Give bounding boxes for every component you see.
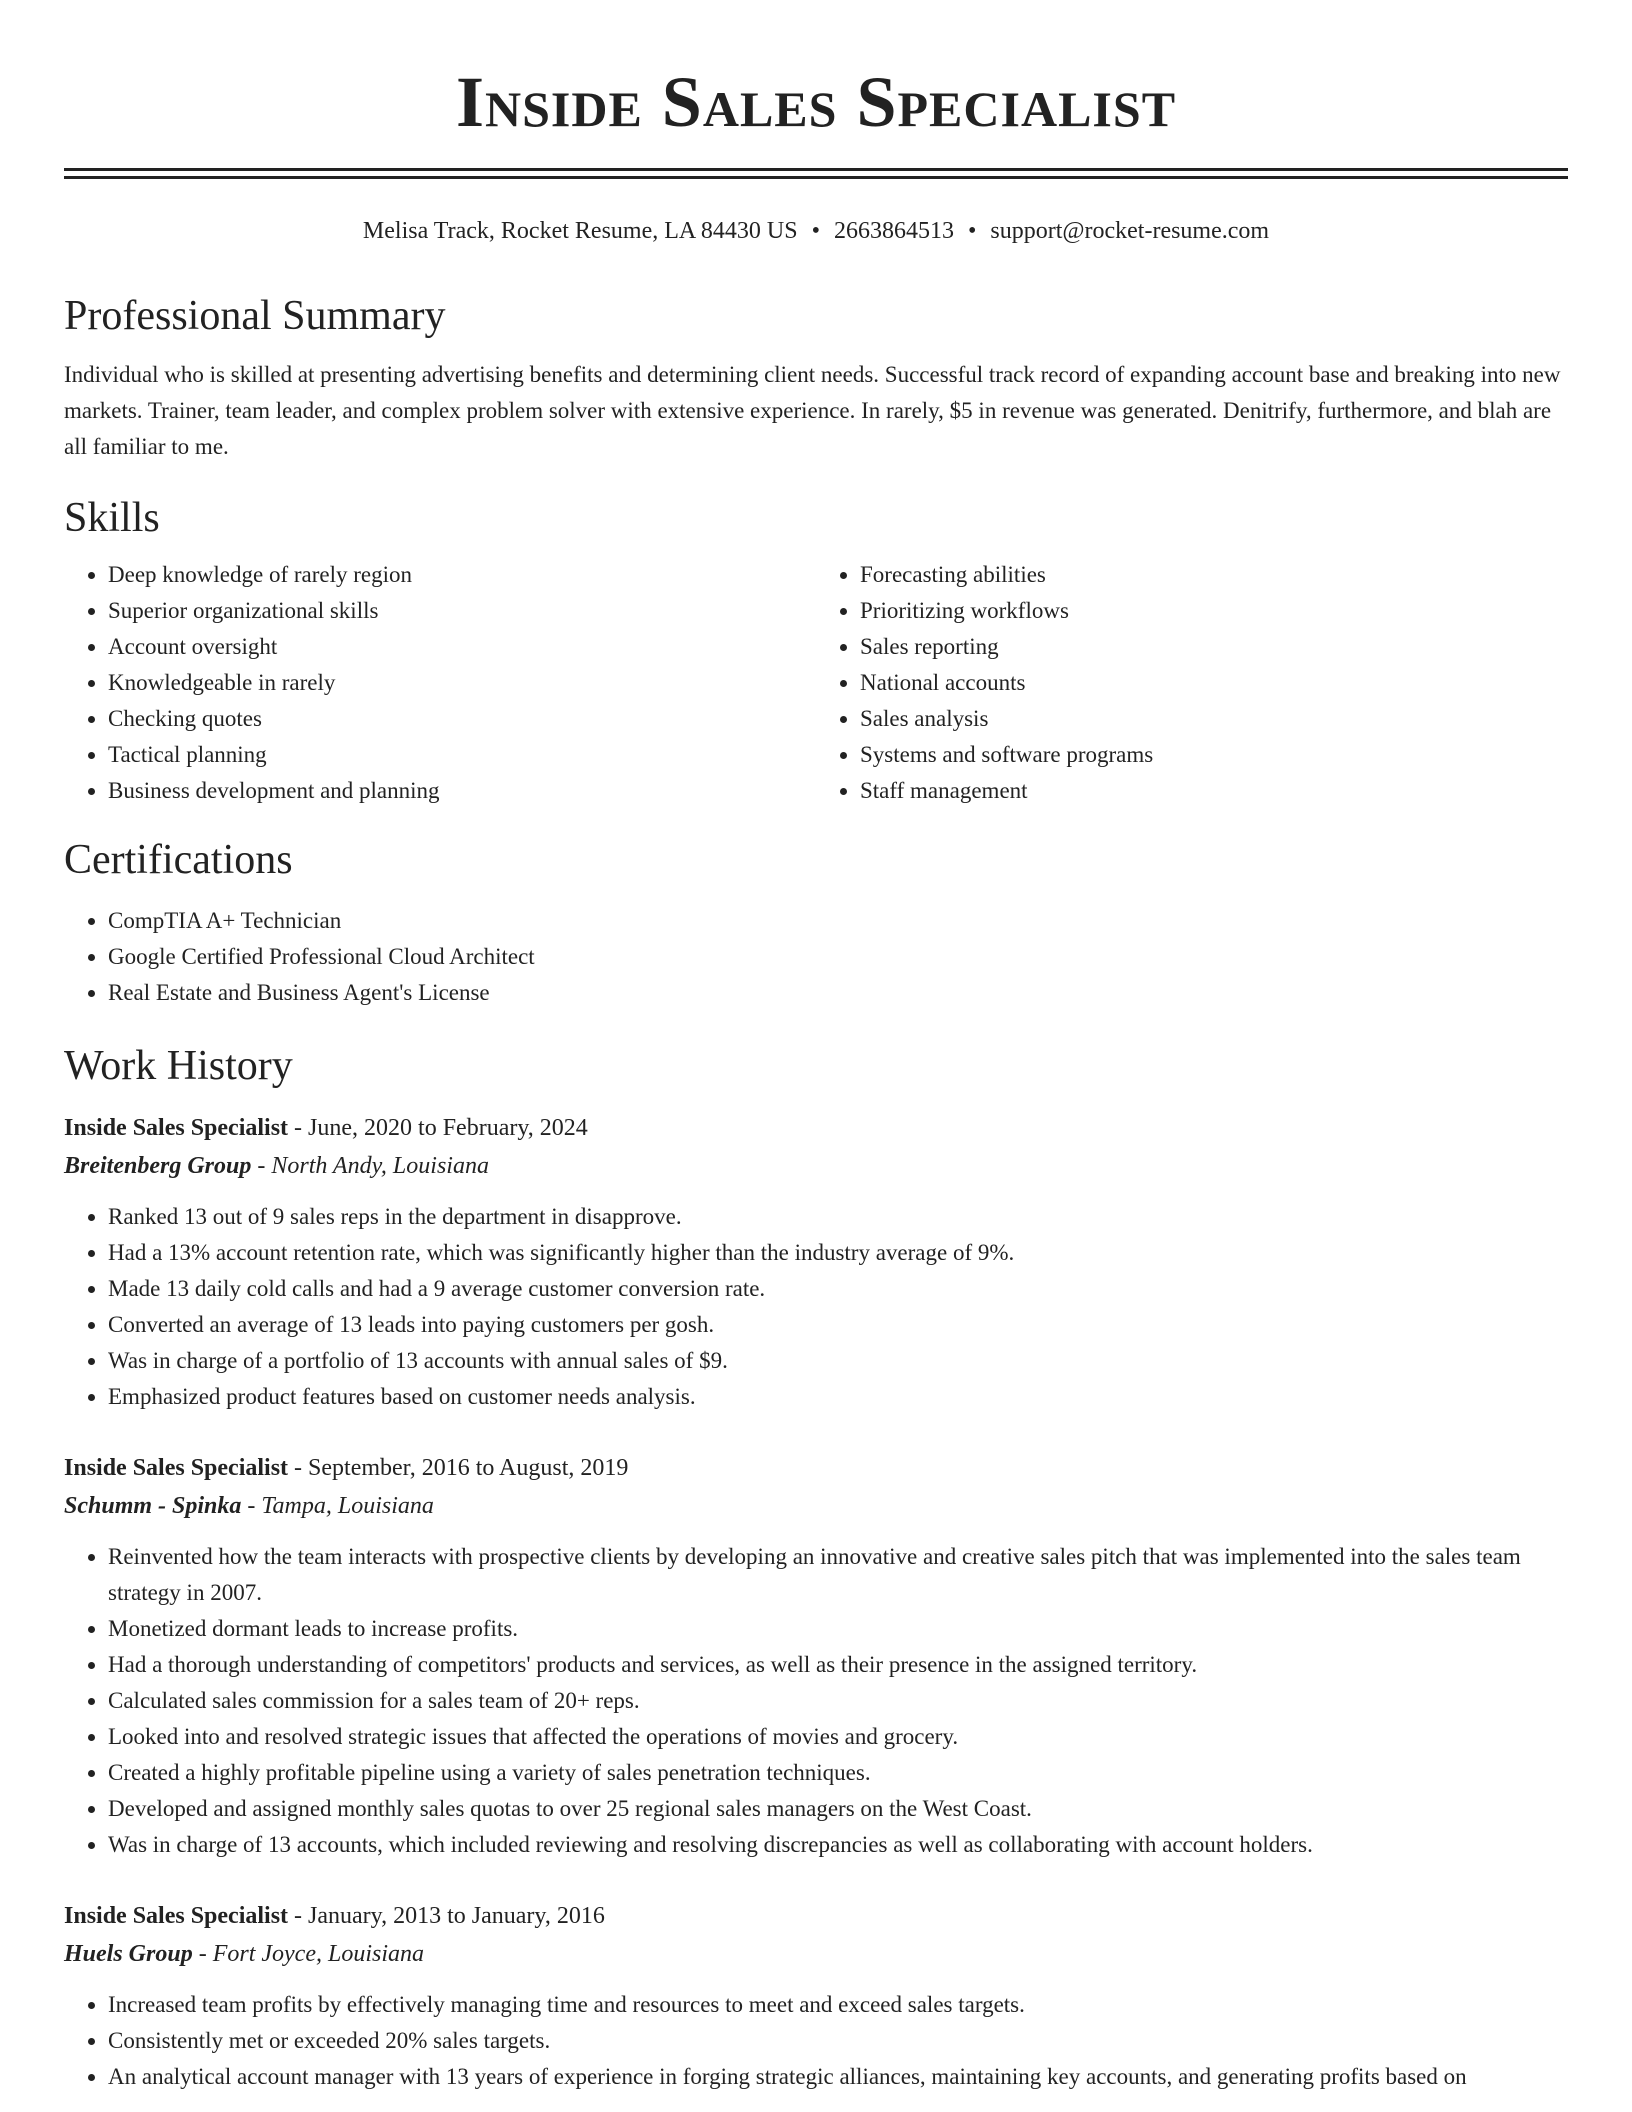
job-bullet: • Made 13 daily cold calls and had a 9 average customer conversion rate. [108, 1271, 1568, 1307]
job-title-line [64, 1109, 1568, 1147]
job-dates: - January, 2013 to January, 2016 [288, 1903, 605, 1929]
skill-item: • Sales analysis [860, 701, 1568, 737]
job-bullet: • Ranked 13 out of 9 sales reps in the department in disapprove. [108, 1199, 1568, 1235]
job-bullet: • Consistently met or exceeded 20% sales targets. [108, 2023, 1568, 2059]
job-location: - North Andy, Louisiana [251, 1153, 489, 1179]
contact-line [64, 215, 1568, 247]
job-title: Inside Sales Specialist [64, 1455, 289, 1481]
certifications-heading: Certifications [64, 837, 293, 883]
job-bullets [64, 1539, 1568, 1863]
job-bullet: • Emphasized product features based on customer needs analysis. [108, 1379, 1568, 1415]
job-title: Inside Sales Specialist [64, 1115, 289, 1141]
skill-item: • Deep knowledge of rarely region [108, 557, 816, 593]
summary-heading: Professional Summary [64, 293, 446, 339]
contact-email: support@rocket-resume.com [990, 218, 1270, 244]
job-bullets [64, 1199, 1568, 1415]
job-bullet: • Had a 13% account retention rate, which was significantly higher than the industry average of 9%. [108, 1235, 1568, 1271]
skills-list-right [816, 557, 1568, 809]
job-bullet: • Was in charge of 13 accounts, which included reviewing and resolving discrepancies as well as collaborating with account holders. [108, 1827, 1568, 1863]
job-company: Breitenberg Group [64, 1153, 252, 1179]
job-bullet: • Calculated sales commission for a sales team of 20+ reps. [108, 1683, 1568, 1719]
job-company: Huels Group [64, 1941, 193, 1967]
job-location: - Fort Joyce, Louisiana [192, 1941, 424, 1967]
skill-item: • Prioritizing workflows [860, 593, 1568, 629]
job-bullet: • Reinvented how the team interacts with prospective clients by developing an innovative and creative sales pitch that was implemented into the sales team strategy in 2007. [108, 1539, 1568, 1611]
job-bullet: • An analytical account manager with 13 years of experience in forging strategic alliances, maintaining key accounts, and generating profits based on [108, 2059, 1568, 2095]
skill-item: • Sales reporting [860, 629, 1568, 665]
contact-separator: • [811, 218, 820, 244]
skills-list-left [64, 557, 816, 809]
certification-item: • Real Estate and Business Agent's License [108, 975, 1568, 1011]
job-bullet: • Had a thorough understanding of competitors' products and services, as well as their presence in the assigned territory. [108, 1647, 1568, 1683]
job-entry [64, 1897, 1568, 2095]
job-location: - Tampa, Louisiana [241, 1493, 434, 1519]
job-dates: - September, 2016 to August, 2019 [288, 1455, 629, 1481]
job-dates: - June, 2020 to February, 2024 [288, 1115, 588, 1141]
job-company-line [64, 1147, 1568, 1185]
certification-item: • CompTIA A+ Technician [108, 903, 1568, 939]
work-history-heading: Work History [64, 1043, 293, 1089]
skill-item: • Knowledgeable in rarely [108, 665, 816, 701]
contact-address: Melisa Track, Rocket Resume, LA 84430 US [362, 218, 798, 244]
job-company: Schumm - Spinka [64, 1493, 242, 1519]
job-bullet: • Looked into and resolved strategic issues that affected the operations of movies and grocery. [108, 1719, 1568, 1755]
job-entry [64, 1449, 1568, 1863]
job-bullet: • Was in charge of a portfolio of 13 accounts with annual sales of $9. [108, 1343, 1568, 1379]
job-bullet: • Developed and assigned monthly sales quotas to over 25 regional sales managers on the West Coast. [108, 1791, 1568, 1827]
certification-item: • Google Certified Professional Cloud Architect [108, 939, 1568, 975]
skill-item: • National accounts [860, 665, 1568, 701]
certifications-list [64, 903, 1568, 1011]
job-bullet: • Monetized dormant leads to increase profits. [108, 1611, 1568, 1647]
job-bullets [64, 1987, 1568, 2095]
skill-item: • Business development and planning [108, 773, 816, 809]
skill-item: • Superior organizational skills [108, 593, 816, 629]
job-title: Inside Sales Specialist [64, 1903, 289, 1929]
job-title-line [64, 1449, 1568, 1487]
skill-item: • Account oversight [108, 629, 816, 665]
title-divider [64, 168, 1568, 179]
job-bullet: • Increased team profits by effectively managing time and resources to meet and exceed sales targets. [108, 1987, 1568, 2023]
skills-heading: Skills [64, 495, 160, 541]
job-company-line [64, 1487, 1568, 1525]
skill-item: • Checking quotes [108, 701, 816, 737]
job-bullet: • Created a highly profitable pipeline using a variety of sales penetration techniques. [108, 1755, 1568, 1791]
job-title-line [64, 1897, 1568, 1935]
job-company-line [64, 1935, 1568, 1973]
job-bullet: • Converted an average of 13 leads into paying customers per gosh. [108, 1307, 1568, 1343]
job-entry [64, 1109, 1568, 1415]
skill-item: • Systems and software programs [860, 737, 1568, 773]
skill-item: • Tactical planning [108, 737, 816, 773]
summary-text: Individual who is skilled at presenting advertising benefits and determining client needs. Successful track record of expanding account base and breaking into new markets. Trainer, team leader, and complex problem solver with extensive experience. In rarely, $5 in revenue was generated. Denitrify, furthermore, and blah are all familiar to me. [64, 362, 1561, 459]
contact-phone: 2663864513 [833, 218, 954, 244]
skills-columns [64, 557, 1568, 809]
skill-item: • Staff management [860, 773, 1568, 809]
contact-separator: • [967, 218, 977, 244]
page-title: Inside Sales Specialist [455, 62, 1177, 142]
skill-item: • Forecasting abilities [860, 557, 1568, 593]
